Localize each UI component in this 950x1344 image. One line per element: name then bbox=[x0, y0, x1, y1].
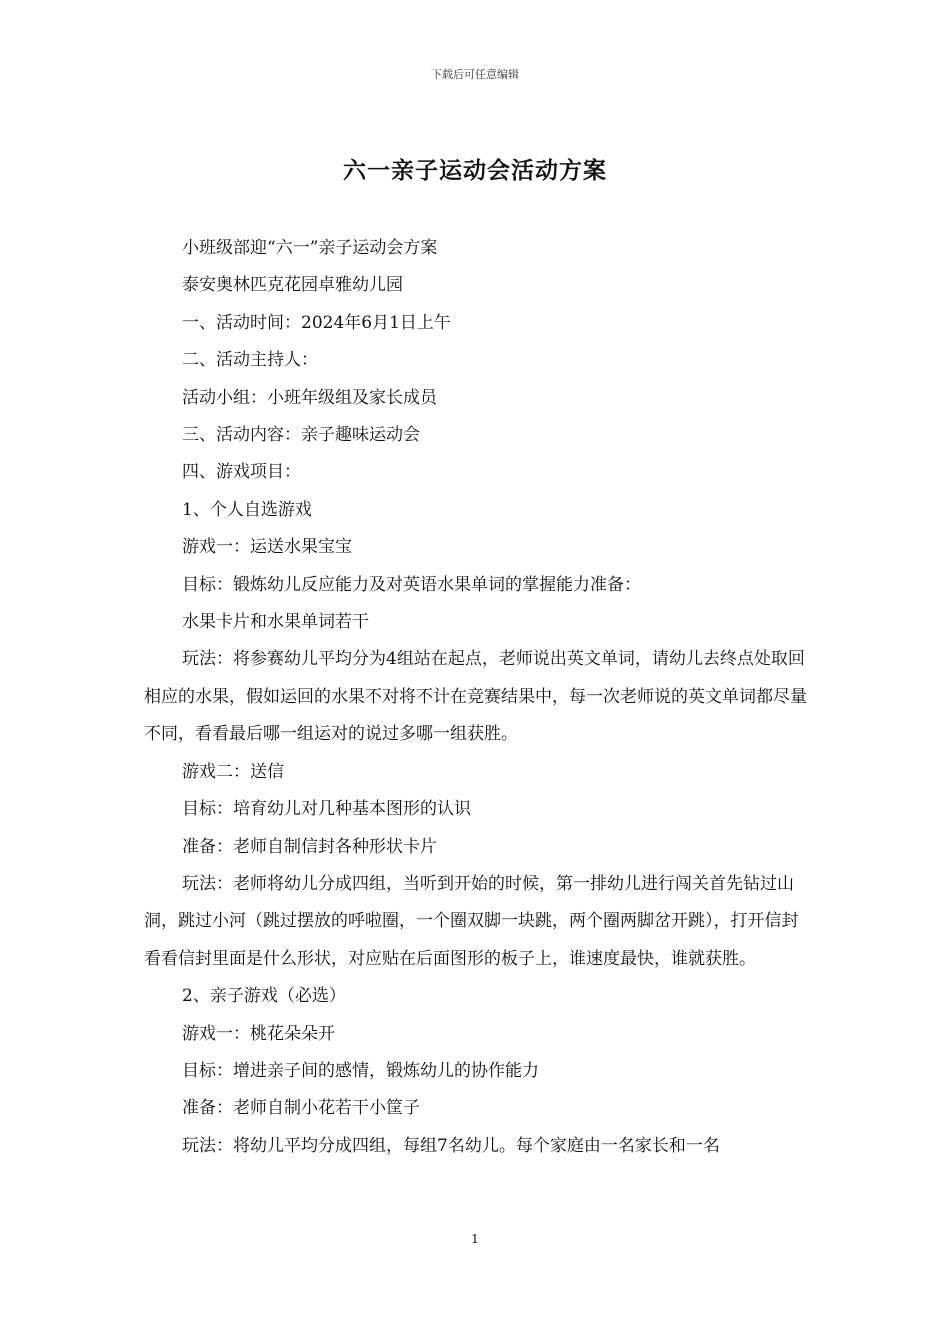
paragraph: 目标：培育幼儿对几种基本图形的认识 bbox=[182, 799, 471, 820]
paragraph: 游戏二：送信 bbox=[182, 761, 284, 782]
paragraph: 2、亲子游戏（必选） bbox=[182, 986, 346, 1007]
page-number: 1 bbox=[471, 1232, 479, 1246]
paragraph: 1、个人自选游戏 bbox=[182, 499, 312, 520]
paragraph: 水果卡片和水果单词若干 bbox=[182, 612, 369, 633]
paragraph: 玩法：老师将幼儿分成四组，当听到开始的时候，第一排幼儿进行闯关首先钻过山洞，跳过小河（跳过摆放的呼啦圈，一个圈双脚一块跳，两个圈两脚岔开跳），打开信封看看信封里面是什么形状，对应贴在后面图形的板子上，谁速度最快，谁就获胜。 bbox=[144, 873, 799, 969]
paragraph: 玩法：将参赛幼儿平均分为4组站在起点，老师说出英文单词，请幼儿去终点处取回相应的水果，假如运回的水果不对将不计在竞赛结果中，每一次老师说的英文单词都尽量不同，看看最后哪一组运对的说过多哪一组获胜。 bbox=[144, 649, 807, 745]
paragraph: 二、活动主持人： bbox=[182, 350, 318, 371]
paragraph: 一、活动时间：2024年6月1日上午 bbox=[182, 312, 451, 333]
paragraph: 小班级部迎“六一”亲子运动会方案 bbox=[182, 238, 438, 258]
paragraph: 泰安奥林匹克花园卓雅幼儿园 bbox=[182, 275, 403, 296]
paragraph: 四、游戏项目： bbox=[182, 462, 301, 483]
paragraph: 目标：增进亲子间的感情，锻炼幼儿的协作能力 bbox=[182, 1060, 539, 1081]
header-note: 下载后可任意编辑 bbox=[431, 68, 519, 81]
document-title: 六一亲子运动会活动方案 bbox=[343, 157, 607, 184]
paragraph: 目标：锻炼幼儿反应能力及对英语水果单词的掌握能力准备： bbox=[182, 574, 641, 595]
paragraph: 准备：老师自制信封各种形状卡片 bbox=[182, 836, 437, 857]
paragraph: 三、活动内容：亲子趣味运动会 bbox=[182, 425, 420, 446]
paragraph: 活动小组：小班年级组及家长成员 bbox=[182, 387, 437, 408]
paragraph: 游戏一：运送水果宝宝 bbox=[182, 537, 352, 558]
paragraph: 准备：老师自制小花若干小筐子 bbox=[182, 1098, 420, 1119]
paragraph: 游戏一：桃花朵朵开 bbox=[182, 1023, 335, 1044]
paragraph: 玩法：将幼儿平均分成四组，每组7名幼儿。每个家庭由一名家长和一名 bbox=[182, 1135, 720, 1156]
document-body bbox=[144, 230, 809, 1165]
